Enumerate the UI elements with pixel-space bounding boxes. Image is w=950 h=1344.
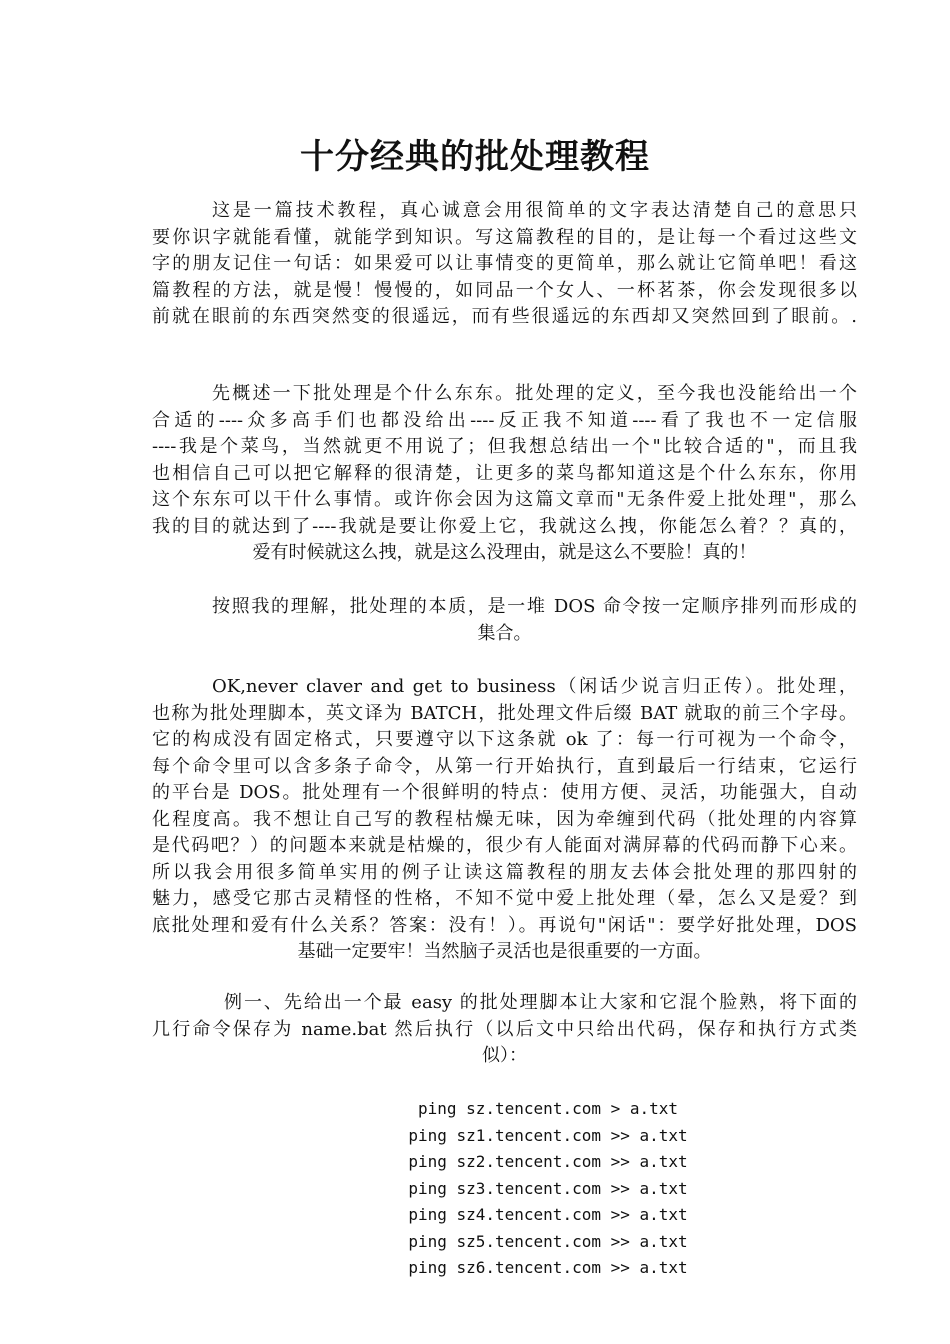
paragraph-line: 字的朋友记住一句话：如果爱可以让事情变的更简单，那么就让它简单吧！看这 bbox=[152, 253, 857, 274]
paragraph-intro bbox=[152, 198, 857, 331]
paragraph-batch-intro bbox=[152, 674, 857, 966]
paragraph-line: 例一、先给出一个最 easy 的批处理脚本让大家和它混个脸熟，将下面的 bbox=[224, 992, 857, 1013]
paragraph-line: 前就在眼前的东西突然变的很遥远，而有些很遥远的东西却又突然回到了眼前。. bbox=[152, 306, 857, 327]
paragraph-line: 底批处理和爱有什么关系？答案：没有！）。再说句"闲话"：要学好批处理，DOS bbox=[152, 914, 857, 936]
paragraph-line: 也称为批处理脚本，英文译为 BATCH，批处理文件后缀 BAT 就取的前三个字母。 bbox=[152, 702, 857, 724]
paragraph-example-one bbox=[152, 990, 857, 1070]
paragraph-line: 几行命令保存为 name.bat 然后执行（以后文中只给出代码，保存和执行方式类 bbox=[152, 1018, 857, 1040]
code-block bbox=[0, 1096, 950, 1282]
paragraph-line: 先概述一下批处理是个什么东东。批处理的定义，至今我也没能给出一个 bbox=[212, 383, 857, 404]
paragraph-line: 它的构成没有固定格式，只要遵守以下这条就 ok 了：每一行可视为一个命令， bbox=[152, 729, 857, 750]
code-line: ping sz4.tencent.com >> a.txt bbox=[408, 1205, 688, 1224]
paragraph-line: 基础一定要牢！当然脑子灵活也是很重要的一方面。 bbox=[297, 941, 712, 962]
paragraph-line: 所以我会用很多简单实用的例子让读这篇教程的朋友去体会批处理的那四射的 bbox=[152, 861, 857, 883]
paragraph-line: 魅力，感受它那古灵精怪的性格，不知不觉中爱上批处理（晕，怎么又是爱？到 bbox=[152, 888, 857, 909]
document-title: 十分经典的批处理教程 bbox=[300, 136, 650, 177]
paragraph-line: 按照我的理解，批处理的本质，是一堆 DOS 命令按一定顺序排列而形成的 bbox=[212, 596, 857, 617]
paragraph-essence bbox=[152, 594, 857, 647]
paragraph-line: 也相信自己可以把它解释的很清楚，让更多的菜鸟都知道这是个什么东东，你用 bbox=[152, 462, 857, 484]
paragraph-line: 这是一篇技术教程，真心诚意会用很简单的文字表达清楚自己的意思只 bbox=[212, 200, 857, 221]
paragraph-line: ----我是个菜鸟，当然就更不用说了；但我想总结出一个"比较合适的"，而且我 bbox=[152, 436, 857, 457]
code-line: ping sz2.tencent.com >> a.txt bbox=[408, 1152, 688, 1171]
paragraph-line: 我的目的就达到了----我就是要让你爱上它，我就这么拽，你能怎么着？？真的， bbox=[152, 515, 857, 537]
code-line: ping sz5.tencent.com >> a.txt bbox=[408, 1231, 688, 1251]
paragraph-line: 篇教程的方法，就是慢！慢慢的，如同品一个女人、一杯茗茶，你会发现很多以 bbox=[152, 279, 857, 301]
paragraph-line: 每个命令里可以含多条子命令，从第一行开始执行，直到最后一行结束，它运行 bbox=[152, 755, 857, 777]
paragraph-line: OK,never claver and get to business（闲话少说言归正传）。批处理， bbox=[212, 676, 857, 697]
paragraph-line: 爱有时候就这么拽，就是这么没理由，就是这么不要脸！真的！ bbox=[252, 542, 757, 563]
paragraph-overview bbox=[152, 381, 857, 567]
paragraph-line: 化程度高。我不想让自己写的教程枯燥无味，因为牵缠到代码（批处理的内容算 bbox=[152, 808, 857, 830]
paragraph-line: 是代码吧？）的问题本来就是枯燥的，很少有人能面对满屏幕的代码而静下心来。 bbox=[152, 835, 857, 856]
paragraph-line: 这个东东可以干什么事情。或许你会因为这篇文章而"无条件爱上批处理"，那么 bbox=[152, 489, 857, 510]
paragraph-line: 似）： bbox=[482, 1045, 527, 1066]
code-line: ping sz1.tencent.com >> a.txt bbox=[408, 1125, 688, 1145]
paragraph-line: 的平台是 DOS。批处理有一个很鲜明的特点：使用方便、灵活，功能强大，自动 bbox=[152, 782, 857, 803]
paragraph-line: 要你识字就能看懂，就能学到知识。写这篇教程的目的，是让每一个看过这些文 bbox=[152, 226, 857, 248]
paragraph-line: 合适的----众多高手们也都没给出----反正我不知道----看了我也不一定信服 bbox=[152, 409, 857, 431]
code-line: ping sz6.tencent.com >> a.txt bbox=[408, 1258, 688, 1277]
code-line: ping sz3.tencent.com >> a.txt bbox=[408, 1178, 688, 1198]
code-line: ping sz.tencent.com > a.txt bbox=[417, 1099, 679, 1118]
paragraph-line: 集合。 bbox=[477, 622, 532, 644]
